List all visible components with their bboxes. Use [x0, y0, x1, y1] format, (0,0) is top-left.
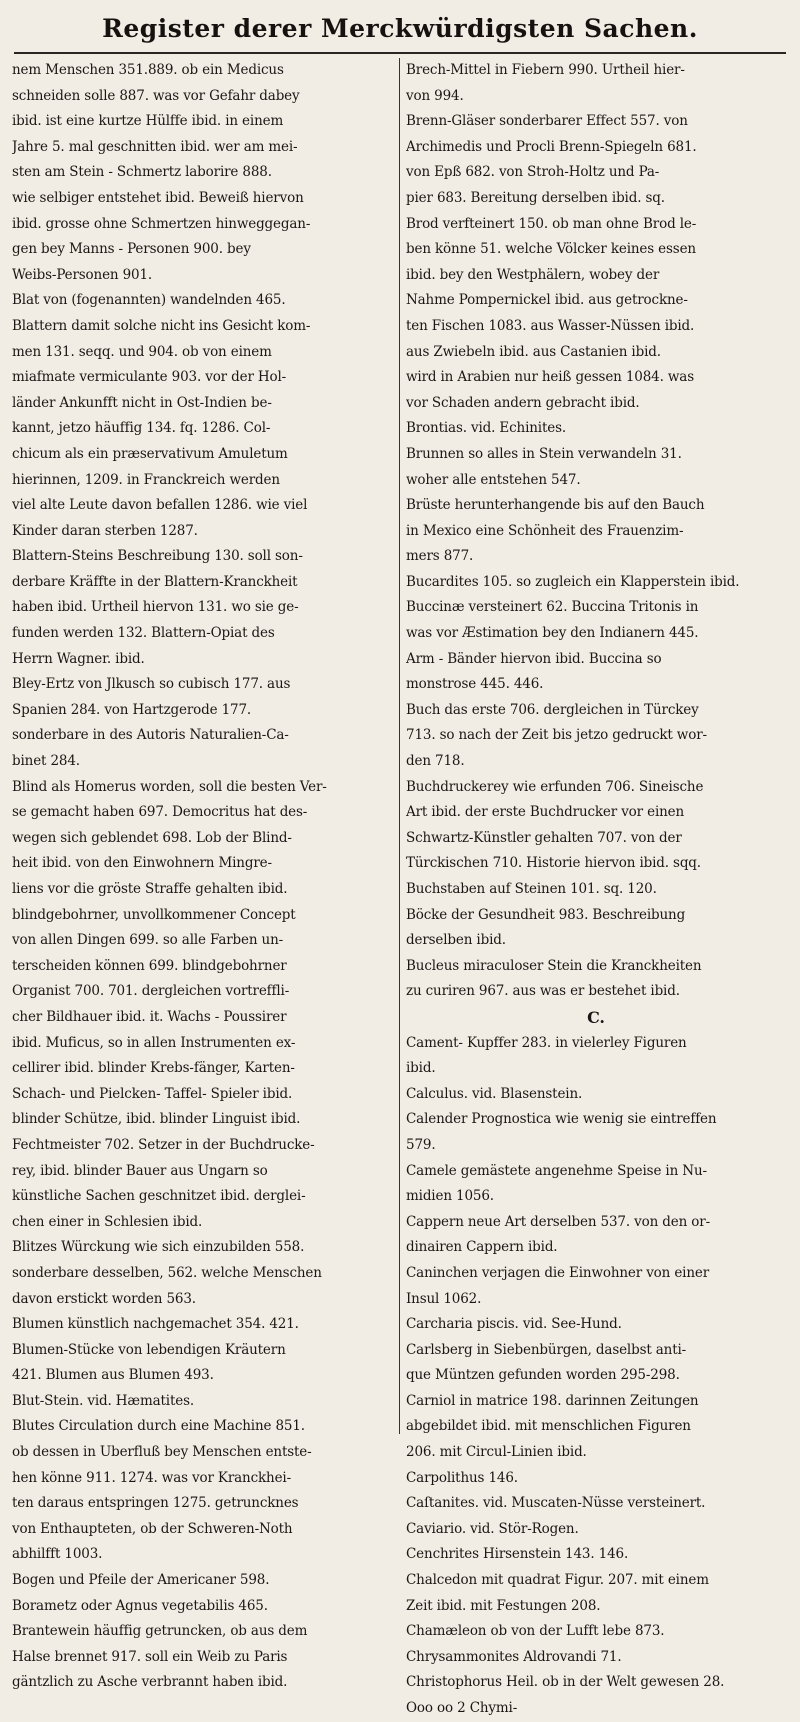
- index-line: viel alte Leute davon befallen 1286. wie viel: [12, 497, 308, 514]
- index-line: von 994.: [406, 87, 464, 104]
- index-line: Organist 700. 701. dergleichen vortreffli-: [12, 983, 290, 1000]
- index-line: Ooo oo 2 Chymi-: [406, 1700, 518, 1716]
- index-line: chicum als ein præservativum Amuletum: [12, 445, 288, 462]
- index-line: gäntzlich zu Asche verbrannt haben ibid.: [12, 1674, 288, 1691]
- index-line: Carniol in matrice 198. darinnen Zeitungen: [406, 1392, 699, 1409]
- index-line: Schwartz-Künstler gehalten 707. von der: [406, 829, 682, 846]
- index-line: wie selbiger entstehet ibid. Beweiß hiervon: [12, 189, 304, 206]
- index-line: den 718.: [406, 753, 465, 770]
- index-line: Insul 1062.: [406, 1290, 482, 1307]
- index-line: sonderbare in des Autoris Naturalien-Ca-: [12, 727, 289, 744]
- index-line: Böcke der Gesundheit 983. Beschreibung: [406, 906, 686, 923]
- index-line: Chamæleon ob von der Lufft lebe 873.: [406, 1623, 665, 1640]
- index-line: Blut-Stein. vid. Hæmatites.: [12, 1392, 194, 1409]
- index-line: Bley-Ertz von Jlkusch so cubisch 177. aus: [12, 676, 291, 693]
- index-line: Kinder daran sterben 1287.: [12, 522, 198, 539]
- index-line: monstrose 445. 446.: [406, 676, 544, 693]
- index-line: Caſtanites. vid. Muscaten-Nüsse versteinert.: [406, 1495, 706, 1512]
- index-line: Caninchen verjagen die Einwohner von einer: [406, 1264, 710, 1281]
- index-line: Brech-Mittel in Fiebern 990. Urtheil hier-: [406, 62, 685, 78]
- index-line: Zeit ibid. mit Festungen 208.: [406, 1597, 601, 1614]
- index-line: midien 1056.: [406, 1188, 494, 1205]
- index-line: ibid. ist eine kurtze Hülffe ibid. in einem: [12, 113, 284, 130]
- index-line: wird in Arabien nur heiß gessen 1084. was: [406, 369, 694, 386]
- index-line: blinder Schütze, ibid. blinder Linguist ibid.: [12, 1111, 301, 1128]
- index-line: 206. mit Circul-Linien ibid.: [406, 1444, 587, 1461]
- index-line: dinairen Cappern ibid.: [406, 1239, 558, 1256]
- index-line: Chrysammonites Aldrovandi 71.: [406, 1648, 622, 1665]
- index-line: Brunnen so alles in Stein verwandeln 31.: [406, 445, 682, 462]
- index-line: ten Fischen 1083. aus Wasser-Nüssen ibid.: [406, 317, 695, 334]
- index-line: Blind als Homerus worden, soll die besten Ver-: [12, 778, 327, 795]
- index-line: Spanien 284. von Hartzgerode 177.: [12, 701, 252, 718]
- index-line: pier 683. Bereitung derselben ibid. sq.: [406, 189, 665, 206]
- index-line: Brod verfteinert 150. ob man ohne Brod le-: [406, 215, 697, 232]
- index-line: cellirer ibid. blinder Krebs-fänger, Karten-: [12, 1060, 295, 1077]
- index-line: Brantewein häuffig getruncken, ob aus dem: [12, 1623, 308, 1640]
- index-line: in Mexico eine Schönheit des Frauenzim-: [406, 522, 684, 539]
- index-line: Carpolithus 146.: [406, 1469, 518, 1486]
- index-line: ibid. bey den Westphälern, wobey der: [406, 266, 660, 283]
- index-line: que Müntzen gefunden worden 295-298.: [406, 1367, 680, 1384]
- index-line: Türckischen 710. Historie hiervon ibid. sqq.: [406, 855, 701, 872]
- index-line: Schach- und Pielcken- Taffel- Spieler ibid.: [12, 1085, 293, 1102]
- index-line: woher alle entstehen 547.: [406, 471, 581, 488]
- index-line: Art ibid. der erste Buchdrucker vor einen: [406, 804, 685, 821]
- index-line: Blattern-Steins Beschreibung 130. soll son-: [12, 548, 303, 565]
- index-line: Buchdruckerey wie erfunden 706. Sineische: [406, 778, 704, 795]
- header-rule: [14, 52, 786, 54]
- page-title: Register derer Merckwürdigsten Sachen.: [102, 14, 698, 43]
- index-line: länder Ankunfft nicht in Ost-Indien be-: [12, 394, 272, 411]
- index-line: davon erstickt worden 563.: [12, 1290, 196, 1307]
- index-line: Brontias. vid. Echinites.: [406, 420, 566, 437]
- index-line: Camele gemästete angenehme Speise in Nu-: [406, 1162, 707, 1179]
- index-line: haben ibid. Urtheil hiervon 131. wo sie ge-: [12, 599, 299, 616]
- index-line: Christophorus Heil. ob in der Welt gewesen 28.: [406, 1674, 725, 1691]
- index-line: hen könne 911. 1274. was vor Kranckhei-: [12, 1469, 291, 1486]
- right-column: [406, 58, 786, 1722]
- index-line: derselben ibid.: [406, 932, 506, 949]
- index-line: vor Schaden andern gebracht ibid.: [406, 394, 640, 411]
- index-line: von Epß 682. von Stroh-Holtz und Pa-: [406, 164, 660, 181]
- index-line: Weibs-Personen 901.: [12, 266, 153, 283]
- index-line: derbare Kräffte in der Blattern-Kranckheit: [12, 573, 298, 590]
- index-line: Bogen und Pfeile der Americaner 598.: [12, 1572, 270, 1589]
- index-line: Blutes Circulation durch eine Machine 851.: [12, 1418, 305, 1435]
- index-line: kannt, jetzo häuffig 134. fq. 1286. Col-: [12, 420, 271, 437]
- index-line: ob dessen in Uberfluß bey Menschen entste-: [12, 1444, 312, 1461]
- index-line: Chalcedon mit quadrat Figur. 207. mit einem: [406, 1572, 709, 1589]
- index-line: blindgebohrner, unvollkommener Concept: [12, 906, 296, 923]
- index-line: wegen sich geblendet 698. Lob der Blind-: [12, 829, 292, 846]
- index-line: Blitzes Würckung wie sich einzubilden 558.: [12, 1239, 305, 1256]
- index-line: was vor Æstimation bey den Indianern 445.: [406, 625, 699, 642]
- index-line: Carlsberg in Siebenbürgen, daselbst anti-: [406, 1341, 687, 1358]
- index-line: Calculus. vid. Blasenstein.: [406, 1085, 583, 1102]
- index-line: terscheiden können 699. blindgebohrner: [12, 957, 287, 974]
- index-line: Herrn Wagner. ibid.: [12, 650, 145, 667]
- index-line: Bucleus miraculoser Stein die Kranckheiten: [406, 957, 702, 974]
- index-line: se gemacht haben 697. Democritus hat des-: [12, 804, 308, 821]
- index-line: ibid.: [406, 1060, 436, 1077]
- index-line: binet 284.: [12, 753, 80, 770]
- index-line: miafmate vermiculante 903. vor der Hol-: [12, 369, 287, 386]
- index-line: Calender Prognostica wie wenig sie eintreffen: [406, 1111, 717, 1128]
- index-line: Brenn-Gläser sonderbarer Effect 557. von: [406, 113, 688, 130]
- index-line: sten am Stein - Schmertz laborire 888.: [12, 164, 272, 181]
- index-line: von allen Dingen 699. so alle Farben un-: [12, 932, 284, 949]
- index-line: liens vor die gröste Straffe gehalten ibid.: [12, 881, 288, 897]
- index-line: Borametz oder Agnus vegetabilis 465.: [12, 1597, 268, 1614]
- column-divider: [399, 58, 400, 1434]
- index-line: funden werden 132. Blattern-Opiat des: [12, 625, 275, 642]
- index-line: abhilfft 1003.: [12, 1546, 103, 1563]
- index-line: heit ibid. von den Einwohnern Mingre-: [12, 855, 272, 872]
- index-line: Blat von (fogenannten) wandelnden 465.: [12, 292, 286, 309]
- index-line: cher Bildhauer ibid. it. Wachs - Poussirer: [12, 1008, 287, 1025]
- index-line: aus Zwiebeln ibid. aus Castanien ibid.: [406, 343, 661, 360]
- index-line: ten daraus entspringen 1275. getruncknes: [12, 1495, 299, 1512]
- index-line: 579.: [406, 1136, 436, 1153]
- index-line: nem Menschen 351.889. ob ein Medicus: [12, 62, 284, 78]
- index-line: Cament- Kupffer 283. in vielerley Figuren: [406, 1034, 687, 1051]
- index-line: Jahre 5. mal geschnitten ibid. wer am mei-: [12, 138, 298, 155]
- index-line: sonderbare desselben, 562. welche Menschen: [12, 1264, 322, 1281]
- index-line: Caviario. vid. Stör-Rogen.: [406, 1520, 579, 1537]
- index-line: chen einer in Schlesien ibid.: [12, 1213, 203, 1230]
- index-line: ibid. Muficus, so in allen Instrumenten ex-: [12, 1034, 296, 1051]
- index-line: Blumen-Stücke von lebendigen Kräutern: [12, 1341, 286, 1358]
- index-line: Blattern damit solche nicht ins Gesicht kom-: [12, 317, 311, 334]
- index-line: 421. Blumen aus Blumen 493.: [12, 1367, 214, 1384]
- index-line: C.: [587, 1007, 605, 1027]
- index-line: schneiden solle 887. was vor Gefahr dabey: [12, 87, 300, 104]
- index-line: ben könne 51. welche Völcker keines essen: [406, 241, 696, 258]
- index-line: Cenchrites Hirsenstein 143. 146.: [406, 1546, 629, 1563]
- index-line: rey, ibid. blinder Bauer aus Ungarn so: [12, 1162, 268, 1179]
- index-line: von Enthaupteten, ob der Schweren-Noth: [12, 1520, 293, 1537]
- index-line: hierinnen, 1209. in Franckreich werden: [12, 471, 280, 488]
- index-line: Blumen künstlich nachgemachet 354. 421.: [12, 1316, 299, 1333]
- index-line: Halse brennet 917. soll ein Weib zu Paris: [12, 1648, 288, 1665]
- index-line: abgebildet ibid. mit menschlichen Figuren: [406, 1418, 691, 1435]
- index-line: zu curiren 967. aus was er bestehet ibid.: [406, 983, 680, 1000]
- index-line: Buccinæ versteinert 62. Buccina Tritonis in: [406, 599, 699, 616]
- index-line: 713. so nach der Zeit bis jetzo gedruckt wor-: [406, 727, 707, 744]
- index-line: Brüste herunterhangende bis auf den Bauch: [406, 497, 705, 514]
- index-line: Buch das erste 706. dergleichen in Türckey: [406, 701, 699, 718]
- index-line: Bucardites 105. so zugleich ein Klapperstein ibid.: [406, 573, 740, 590]
- index-line: mers 877.: [406, 548, 474, 565]
- index-line: men 131. seqq. und 904. ob von einem: [12, 343, 272, 360]
- index-line: künstliche Sachen geschnitzet ibid. derglei-: [12, 1188, 306, 1205]
- index-line: Nahme Pompernickel ibid. aus getrockne-: [406, 292, 688, 309]
- index-line: Cappern neue Art derselben 537. von den or-: [406, 1213, 711, 1230]
- index-line: Carcharia piscis. vid. See-Hund.: [406, 1316, 622, 1333]
- index-line: Fechtmeister 702. Setzer in der Buchdrucke-: [12, 1136, 315, 1153]
- index-line: Arm - Bänder hiervon ibid. Buccina so: [406, 650, 662, 667]
- left-column: [12, 58, 392, 1696]
- index-line: ibid. grosse ohne Schmertzen hinweggegan-: [12, 215, 311, 232]
- index-line: Buchstaben auf Steinen 101. sq. 120.: [406, 881, 657, 897]
- index-line: Archimedis und Procli Brenn-Spiegeln 681.: [406, 138, 697, 155]
- index-line: gen bey Manns - Personen 900. bey: [12, 241, 251, 258]
